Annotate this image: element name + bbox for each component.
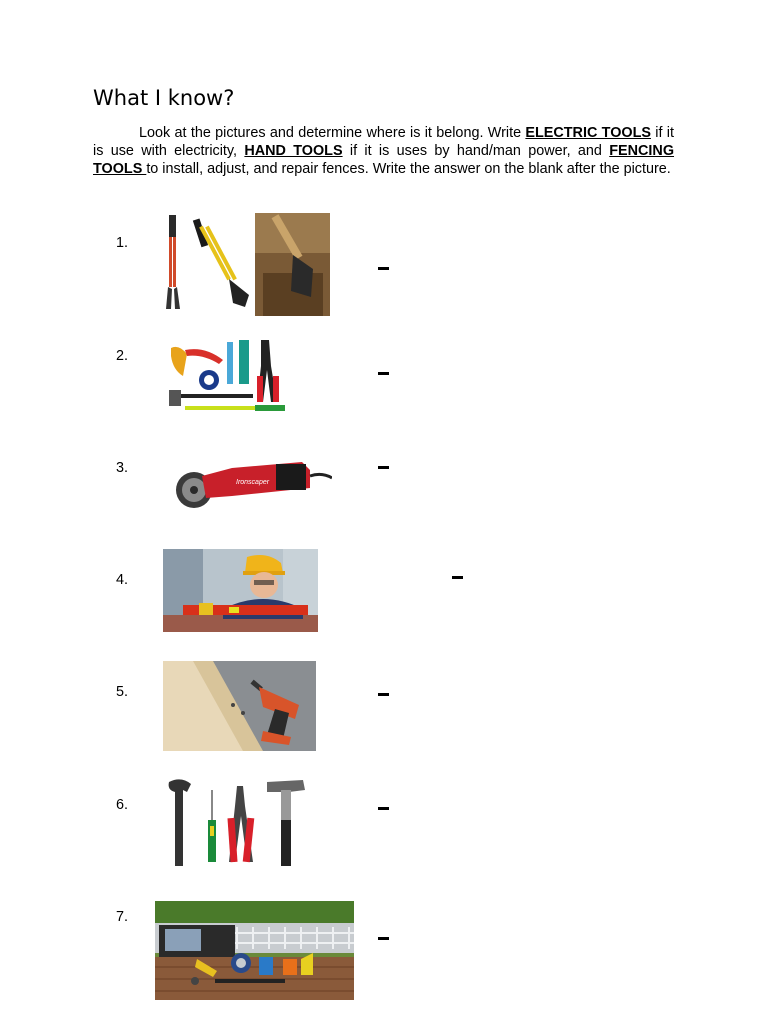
item-number: 4. [116, 572, 129, 588]
instructions-text-3: if it is uses by hand/man power, and [342, 143, 610, 159]
item-number: 5. [116, 684, 129, 700]
item-number: 7. [116, 909, 129, 925]
fencing-tool-kit-icon [155, 901, 354, 1000]
worker-with-spirit-level-icon [163, 549, 318, 632]
instructions-text-1: Look at the pictures and determine where is it belong. Write [139, 125, 526, 141]
cordless-drill-icon [163, 661, 316, 751]
electric-tools-term: ELECTRIC TOOLS [525, 125, 651, 141]
hand-tool-set-icon [165, 336, 290, 418]
answer-blank[interactable] [452, 576, 463, 579]
answer-blank[interactable] [378, 807, 389, 810]
instructions-text-2: if it is use with electricity, [93, 125, 674, 159]
wrench-screwdriver-pliers-hammer-icon [163, 776, 308, 868]
item-number: 1. [116, 235, 129, 251]
instructions-paragraph [93, 124, 674, 178]
answer-blank[interactable] [378, 937, 389, 940]
angle-grinder-icon [172, 452, 332, 512]
item-number: 6. [116, 797, 129, 813]
answer-blank[interactable] [378, 466, 389, 469]
answer-blank[interactable] [378, 267, 389, 270]
item-number: 3. [116, 460, 129, 476]
page-title: What I know? [93, 86, 235, 110]
hand-tools-term: HAND TOOLS [244, 143, 343, 159]
fencing-tools-term: FENCING TOOLS [93, 143, 675, 177]
answer-blank[interactable] [378, 372, 389, 375]
instructions-text-4: to install, adjust, and repair fences. Write the answer on the blank after the picture. [146, 161, 671, 177]
answer-blank[interactable] [378, 693, 389, 696]
svg-text:Ironscaper: Ironscaper [236, 479, 270, 486]
item-number: 2. [116, 348, 129, 364]
post-hole-digger-icon [163, 213, 330, 316]
